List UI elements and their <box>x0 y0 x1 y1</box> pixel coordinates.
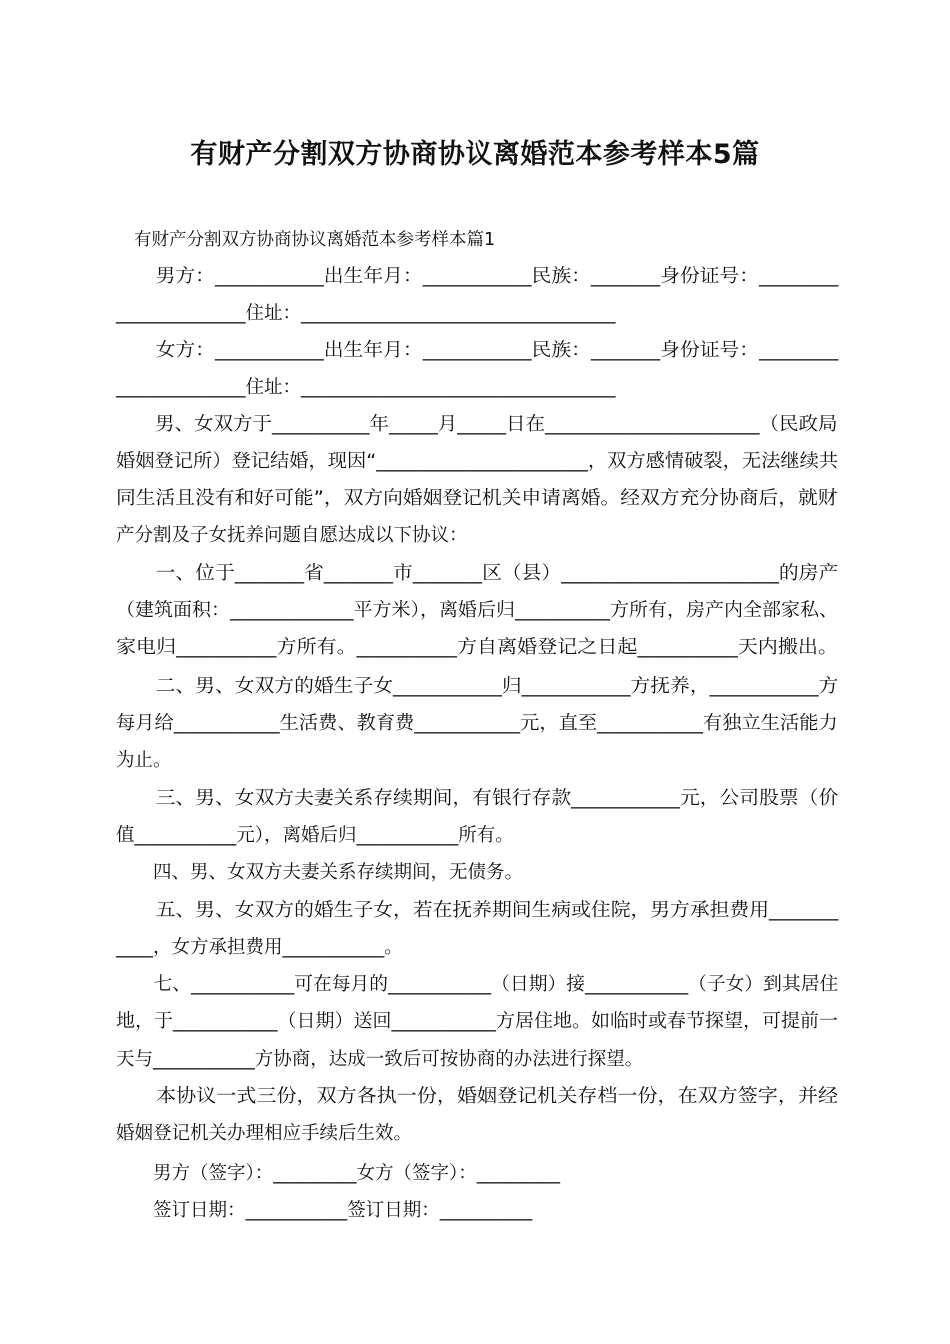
text-line: 三、男、女双方夫妻关系存续期间，有银行存款___________元，公司股票（价 <box>116 788 839 809</box>
text-line: 四、男、女双方夫妻关系存续期间，无债务。 <box>116 862 524 883</box>
text-line: 婚姻登记所）登记结婚，现因“______________________，双方感情破裂，无法继续共 <box>116 451 839 472</box>
section-title: 有财产分割双方协商协议离婚范本参考样本篇1 <box>134 230 496 250</box>
text-line: 五、男、女双方的婚生子女，若在抚养期间生病或住院，男方承担费用_______ <box>116 900 839 921</box>
text-line: 男方：___________出生年月：___________民族：_______身份证号：________ <box>116 266 839 287</box>
text-line: 一、位于_______省_______市_______区（县）______________________的房产 <box>116 563 839 584</box>
text-line: （建筑面积：_____________平方米），离婚后归__________方所有，房产内全部家私、 <box>116 600 838 621</box>
text-line: ____，女方承担费用___________。 <box>116 937 403 958</box>
text-line: ______________住址：__________________________________ <box>116 377 616 398</box>
text-line: 婚姻登记机关办理相应手续后生效。 <box>116 1123 413 1144</box>
signature-line: 男方（签字）：_________女方（签字）：_________ <box>116 1163 561 1184</box>
text-line: 女方：___________出生年月：___________民族：_______身份证号：________ <box>116 340 839 361</box>
text-line: 值___________元），离婚后归___________所有。 <box>116 825 514 846</box>
text-line: 天与___________方协商，达成一致后可按协商的办法进行探望。 <box>116 1049 644 1070</box>
text-line: 七、___________可在每月的___________（日期）接___________（子女）到其居住 <box>116 974 839 995</box>
text-line: 家电归__________方所有。__________方自离婚登记之日起__________天内搬出。 <box>116 637 839 658</box>
date-line: 签订日期：___________签订日期：__________ <box>116 1200 533 1221</box>
text-line: 同生活且没有和好可能”，双方向婚姻登记机关申请离婚。经双方充分协商后，就财 <box>116 488 838 509</box>
text-line: 男、女双方于__________年_____月_____日在______________________（民政局 <box>116 414 838 435</box>
text-line: ______________住址：__________________________________ <box>116 303 616 324</box>
text-line: 每月给___________生活费、教育费___________元，直至___________有独立生活能力 <box>116 713 838 734</box>
text-line: 地，于___________（日期）送回___________方居住地。如临时或春节探望，可提前一 <box>116 1011 838 1032</box>
text-line: 为止。 <box>116 750 172 771</box>
text-line: 本协议一式三份，双方各执一份，婚姻登记机关存档一份，在双方签字，并经 <box>116 1086 839 1107</box>
text-line: 二、男、女双方的婚生子女___________归___________方抚养，___________方 <box>116 676 839 697</box>
document-title: 有财产分割双方协商协议离婚范本参考样本5篇 <box>190 139 760 170</box>
text-line: 产分割及子女抚养问题自愿达成以下协议： <box>116 525 468 546</box>
